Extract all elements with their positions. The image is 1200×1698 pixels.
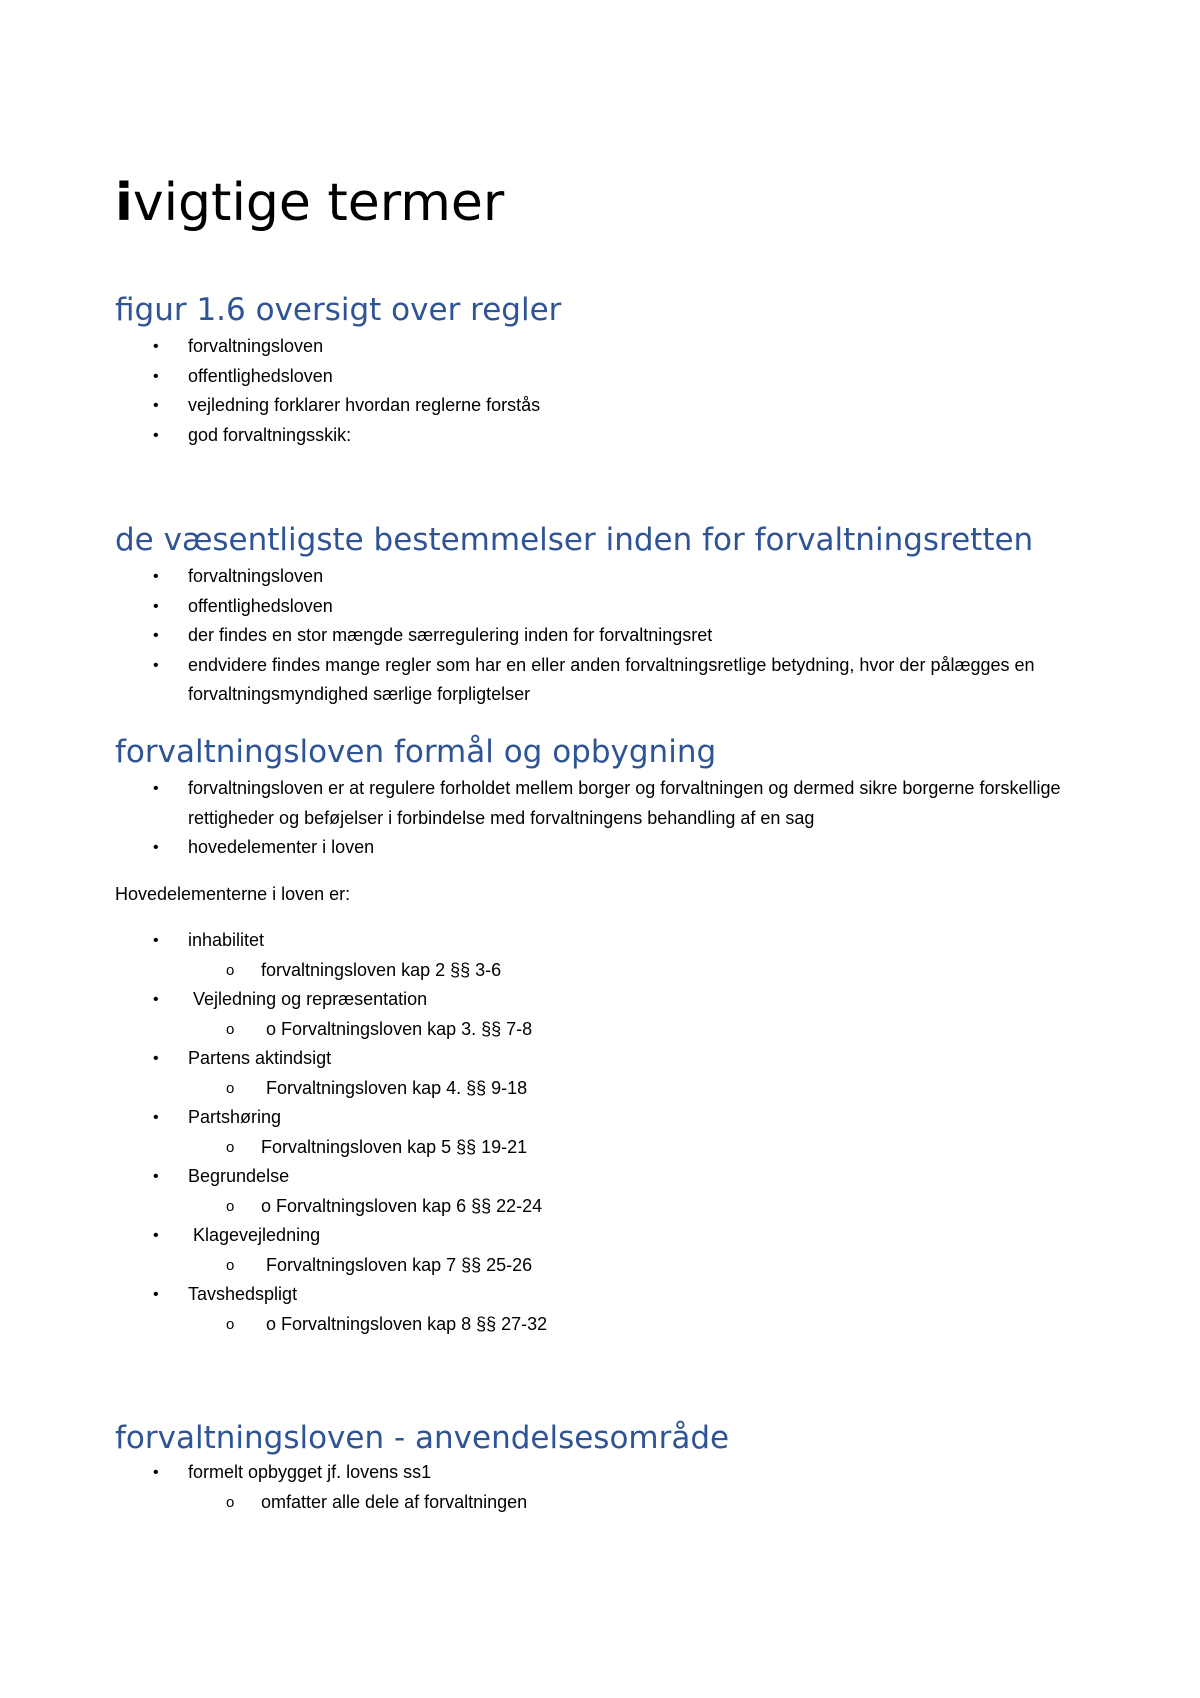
sub-bullet-icon: o (226, 1197, 235, 1215)
bullet-icon: • (153, 627, 159, 644)
sub-bullet-icon: o (226, 1079, 235, 1097)
list-item: • forvaltningsloven er at regulere forholdet mellem borger og forvaltningen og dermed sikre borgerne forskellige rettigheder og beføjelser i forbindelse med forvaltningens behandling af en sag (115, 774, 1108, 833)
bullet-icon: • (153, 338, 159, 355)
list-item: • Tavshedspligt (115, 1280, 1115, 1310)
bullet-icon: • (153, 1464, 159, 1481)
list-item: • hovedelementer i loven (115, 833, 1115, 863)
section-heading-bestemmelser: de væsentligste bestemmelser inden for forvaltningsretten (115, 522, 1034, 558)
sub-bullet-icon: o (226, 1138, 235, 1156)
section-list-figur (115, 332, 1115, 450)
section-list-bestemmelser (115, 562, 1115, 710)
list-item: • Partshøring (115, 1103, 1115, 1133)
bullet-icon: • (153, 1109, 159, 1126)
list-item: • Partens aktindsigt (115, 1044, 1115, 1074)
sub-list-item: o o Forvaltningsloven kap 3. §§ 7-8 (115, 1015, 1115, 1045)
bullet-icon: • (153, 367, 159, 385)
sub-bullet-icon: o (226, 1020, 235, 1038)
sub-list-item: o Forvaltningsloven kap 7 §§ 25-26 (115, 1251, 1115, 1281)
sub-bullet-icon: o (226, 1256, 235, 1274)
sub-bullet-icon: o (226, 1493, 235, 1511)
section-heading-figur: figur 1.6 oversigt over regler (115, 292, 562, 328)
sub-list-item: o forvaltningsloven kap 2 §§ 3-6 (115, 956, 1115, 986)
section-list-anvendelse (115, 1458, 1115, 1517)
bullet-icon: • (153, 780, 159, 797)
bullet-icon: • (153, 1286, 159, 1303)
bullet-icon: • (153, 597, 159, 615)
list-item: • Klagevejledning (115, 1221, 1115, 1251)
list-item: • vejledning forklarer hvordan reglerne forstås (115, 391, 1115, 421)
section-heading-anvendelse: forvaltningsloven - anvendelsesområde (115, 1420, 730, 1456)
list-item: • god forvaltningsskik: (115, 421, 1115, 451)
bullet-icon: • (153, 839, 159, 856)
list-item: • endvidere findes mange regler som har en eller anden forvaltningsretlige betydning, hvor der pålægges en forvaltningsmyndighed særlige forpligtelser (115, 651, 1068, 710)
sub-list-item: o omfatter alle dele af forvaltningen (115, 1488, 1115, 1518)
list-item: • offentlighedsloven (115, 362, 1115, 392)
section-list-formaal (115, 774, 1115, 863)
sub-list-item: o Forvaltningsloven kap 4. §§ 9-18 (115, 1074, 1115, 1104)
sub-list-item: o Forvaltningsloven kap 5 §§ 19-21 (115, 1133, 1115, 1163)
document-title (115, 170, 504, 236)
bullet-icon: • (153, 1050, 159, 1067)
list-item: • Begrundelse (115, 1162, 1115, 1192)
hovedelementer-list (115, 926, 1115, 1339)
bullet-icon: • (153, 991, 159, 1008)
list-item: • forvaltningsloven (115, 562, 1115, 592)
bullet-icon: • (153, 397, 159, 414)
list-item: • forvaltningsloven (115, 332, 1115, 362)
sub-list-item: o o Forvaltningsloven kap 8 §§ 27-32 (115, 1310, 1115, 1340)
sub-bullet-icon: o (226, 1315, 235, 1333)
list-item: • offentlighedsloven (115, 592, 1115, 622)
title-rest: vigtige termer (132, 173, 505, 233)
section-heading-formaal: forvaltningsloven formål og opbygning (115, 734, 717, 770)
bullet-icon: • (153, 656, 159, 674)
hovedelementer-paragraph: Hovedelementerne i loven er: (115, 884, 351, 904)
bullet-icon: • (153, 426, 159, 444)
bullet-icon: • (153, 1227, 159, 1244)
sub-list-item: o o Forvaltningsloven kap 6 §§ 22-24 (115, 1192, 1115, 1222)
bullet-icon: • (153, 568, 159, 585)
list-item: • formelt opbygget jf. lovens ss1 (115, 1458, 1115, 1488)
list-item: • inhabilitet (115, 926, 1115, 956)
list-item: • Vejledning og repræsentation (115, 985, 1115, 1015)
list-item: • der findes en stor mængde særregulering inden for forvaltningsret (115, 621, 1115, 651)
title-first-letter: i (115, 173, 133, 233)
bullet-icon: • (153, 932, 159, 949)
sub-bullet-icon: o (226, 961, 235, 979)
bullet-icon: • (153, 1168, 159, 1185)
